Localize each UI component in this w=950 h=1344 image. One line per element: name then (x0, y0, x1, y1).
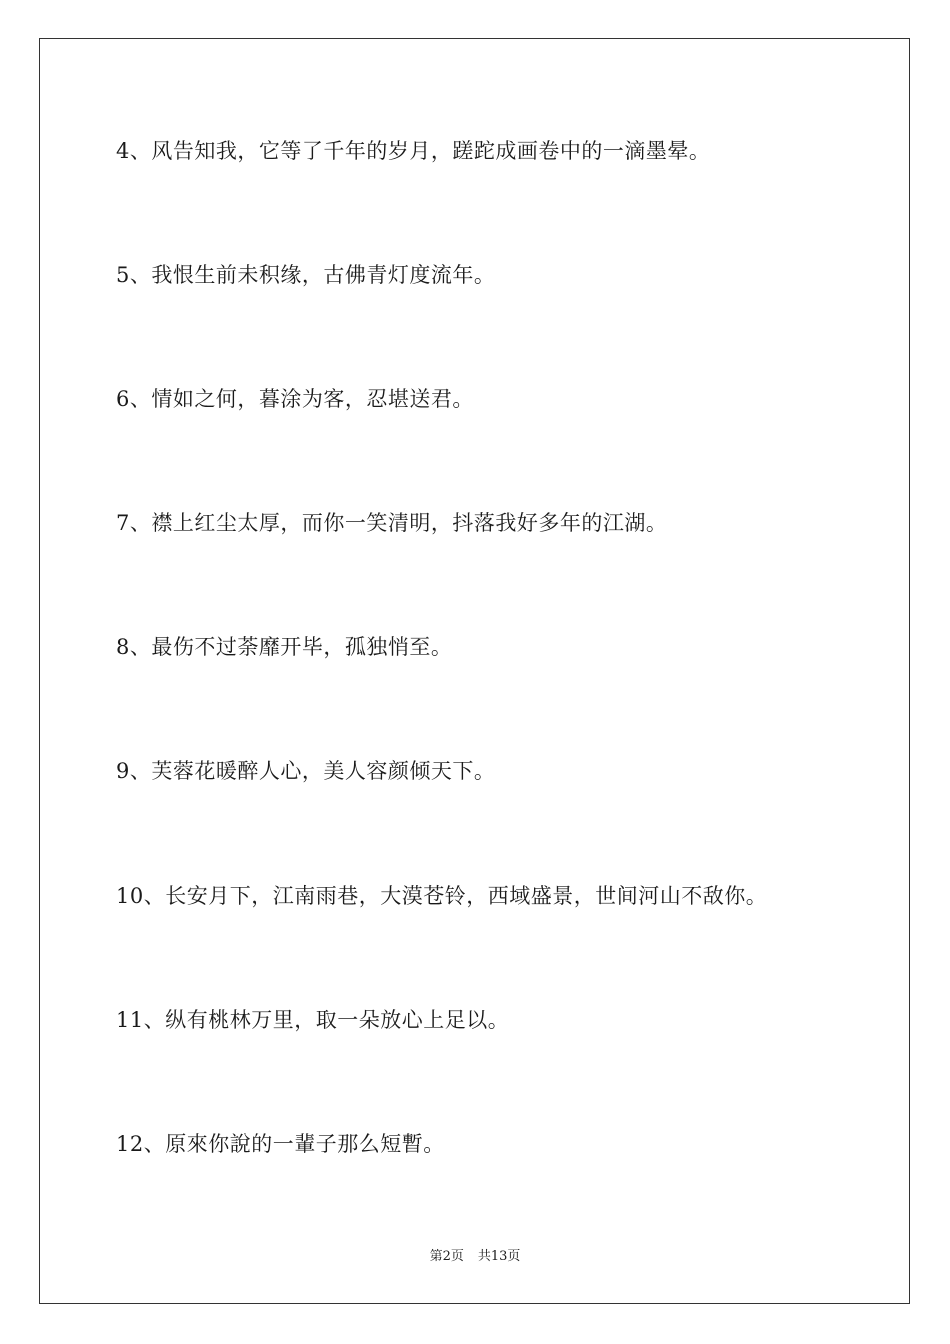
text-line-8: 8、最伤不过荼靡开毕，孤独悄至。 (116, 635, 453, 659)
page-footer (0, 1248, 950, 1266)
page-total: 共13页 (477, 1249, 521, 1264)
text-line-10: 10、长安月下，江南雨巷，大漠苍铃，西域盛景，世间河山不敌你。 (116, 884, 768, 908)
text-line-6: 6、情如之何，暮涂为客，忍堪送君。 (116, 387, 474, 411)
page-frame (39, 38, 910, 1304)
text-line-12: 12、原來你說的一輩子那么短暫。 (116, 1132, 445, 1156)
text-line-7: 7、襟上红尘太厚，而你一笑清明，抖落我好多年的江湖。 (116, 511, 668, 535)
text-line-4: 4、风告知我，它等了千年的岁月，蹉跎成画卷中的一滴墨晕。 (116, 139, 711, 163)
text-line-11: 11、纵有桃林万里，取一朵放心上足以。 (116, 1008, 510, 1032)
text-line-9: 9、芙蓉花暖醉人心，美人容颜倾天下。 (116, 759, 496, 783)
text-line-5: 5、我恨生前未积缘，古佛青灯度流年。 (116, 263, 496, 287)
page-number: 第2页 (429, 1249, 464, 1264)
